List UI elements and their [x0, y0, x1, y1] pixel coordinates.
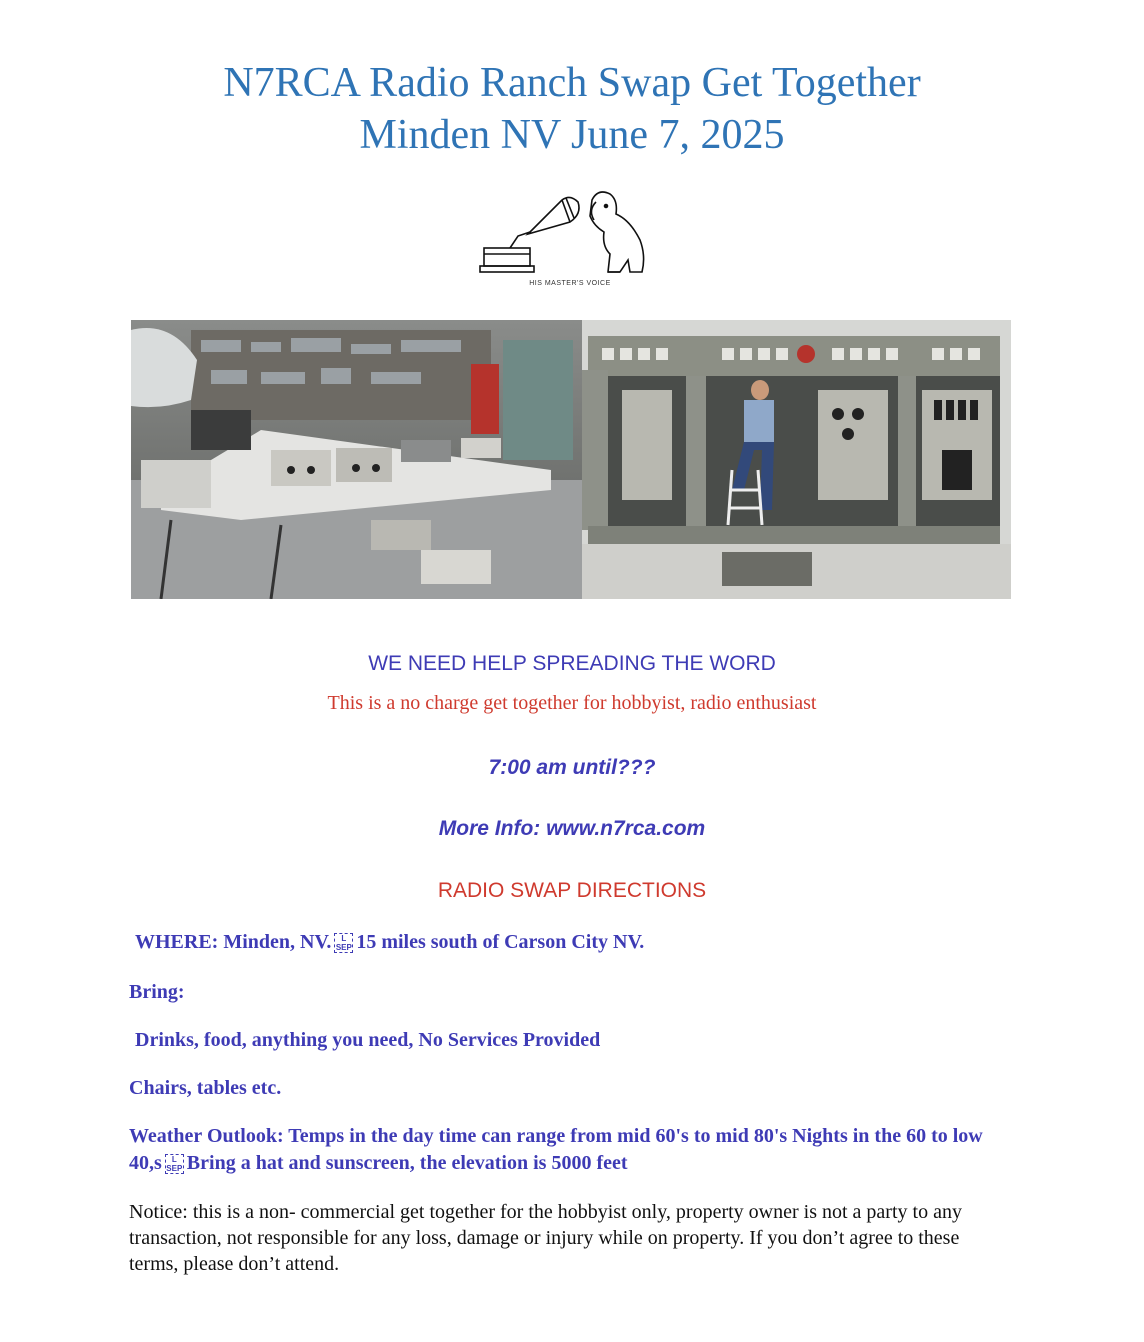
where-text	[135, 929, 1015, 956]
directions-heading: RADIO SWAP DIRECTIONS	[437, 879, 707, 902]
chairs-text: Chairs, tables etc.	[129, 1077, 282, 1099]
logo-caption: HIS MASTER'S VOICE	[529, 280, 611, 287]
page-subtitle: Minden NV June 7, 2025	[359, 112, 785, 158]
his-masters-voice-logo	[470, 180, 670, 298]
separator-glyph: L SEP	[166, 1155, 183, 1174]
where-location: WHERE: Minden, NV.	[135, 931, 332, 953]
weather-text	[129, 1123, 1009, 1177]
transmitter-photo	[582, 320, 1011, 599]
weather-advice: Bring a hat and sunscreen, the elevation is 5000 feet	[186, 1152, 628, 1174]
more-info-link[interactable]: More Info: www.n7rca.com	[438, 817, 706, 840]
where-detail: 15 miles south of Carson City NV.	[356, 931, 645, 953]
dog-gramophone-icon	[470, 180, 670, 280]
separator-glyph: L SEP	[335, 934, 352, 953]
weather-temps: Weather Outlook: Temps in the day time can range from mid 60's to mid 80's Nights in the 60 to low 40,s	[129, 1125, 983, 1174]
no-charge-text: This is a no charge get together for hobbyist, radio enthusiast	[327, 692, 817, 714]
event-time: 7:00 am until???	[488, 756, 656, 779]
notice-text: Notice: this is a non- commercial get together for the hobbyist only, property owner is not a party to any transaction, not responsible for any loss, damage or injury while on property. If you don’t agree to these terms, please don’t attend.	[129, 1201, 962, 1275]
page-title: N7RCA Radio Ranch Swap Get Together	[223, 60, 921, 106]
drinks-text: Drinks, food, anything you need, No Services Provided	[135, 1029, 601, 1051]
bring-heading: Bring:	[129, 981, 185, 1003]
help-heading: WE NEED HELP SPREADING THE WORD	[368, 652, 776, 675]
workshop-photo	[131, 320, 582, 599]
